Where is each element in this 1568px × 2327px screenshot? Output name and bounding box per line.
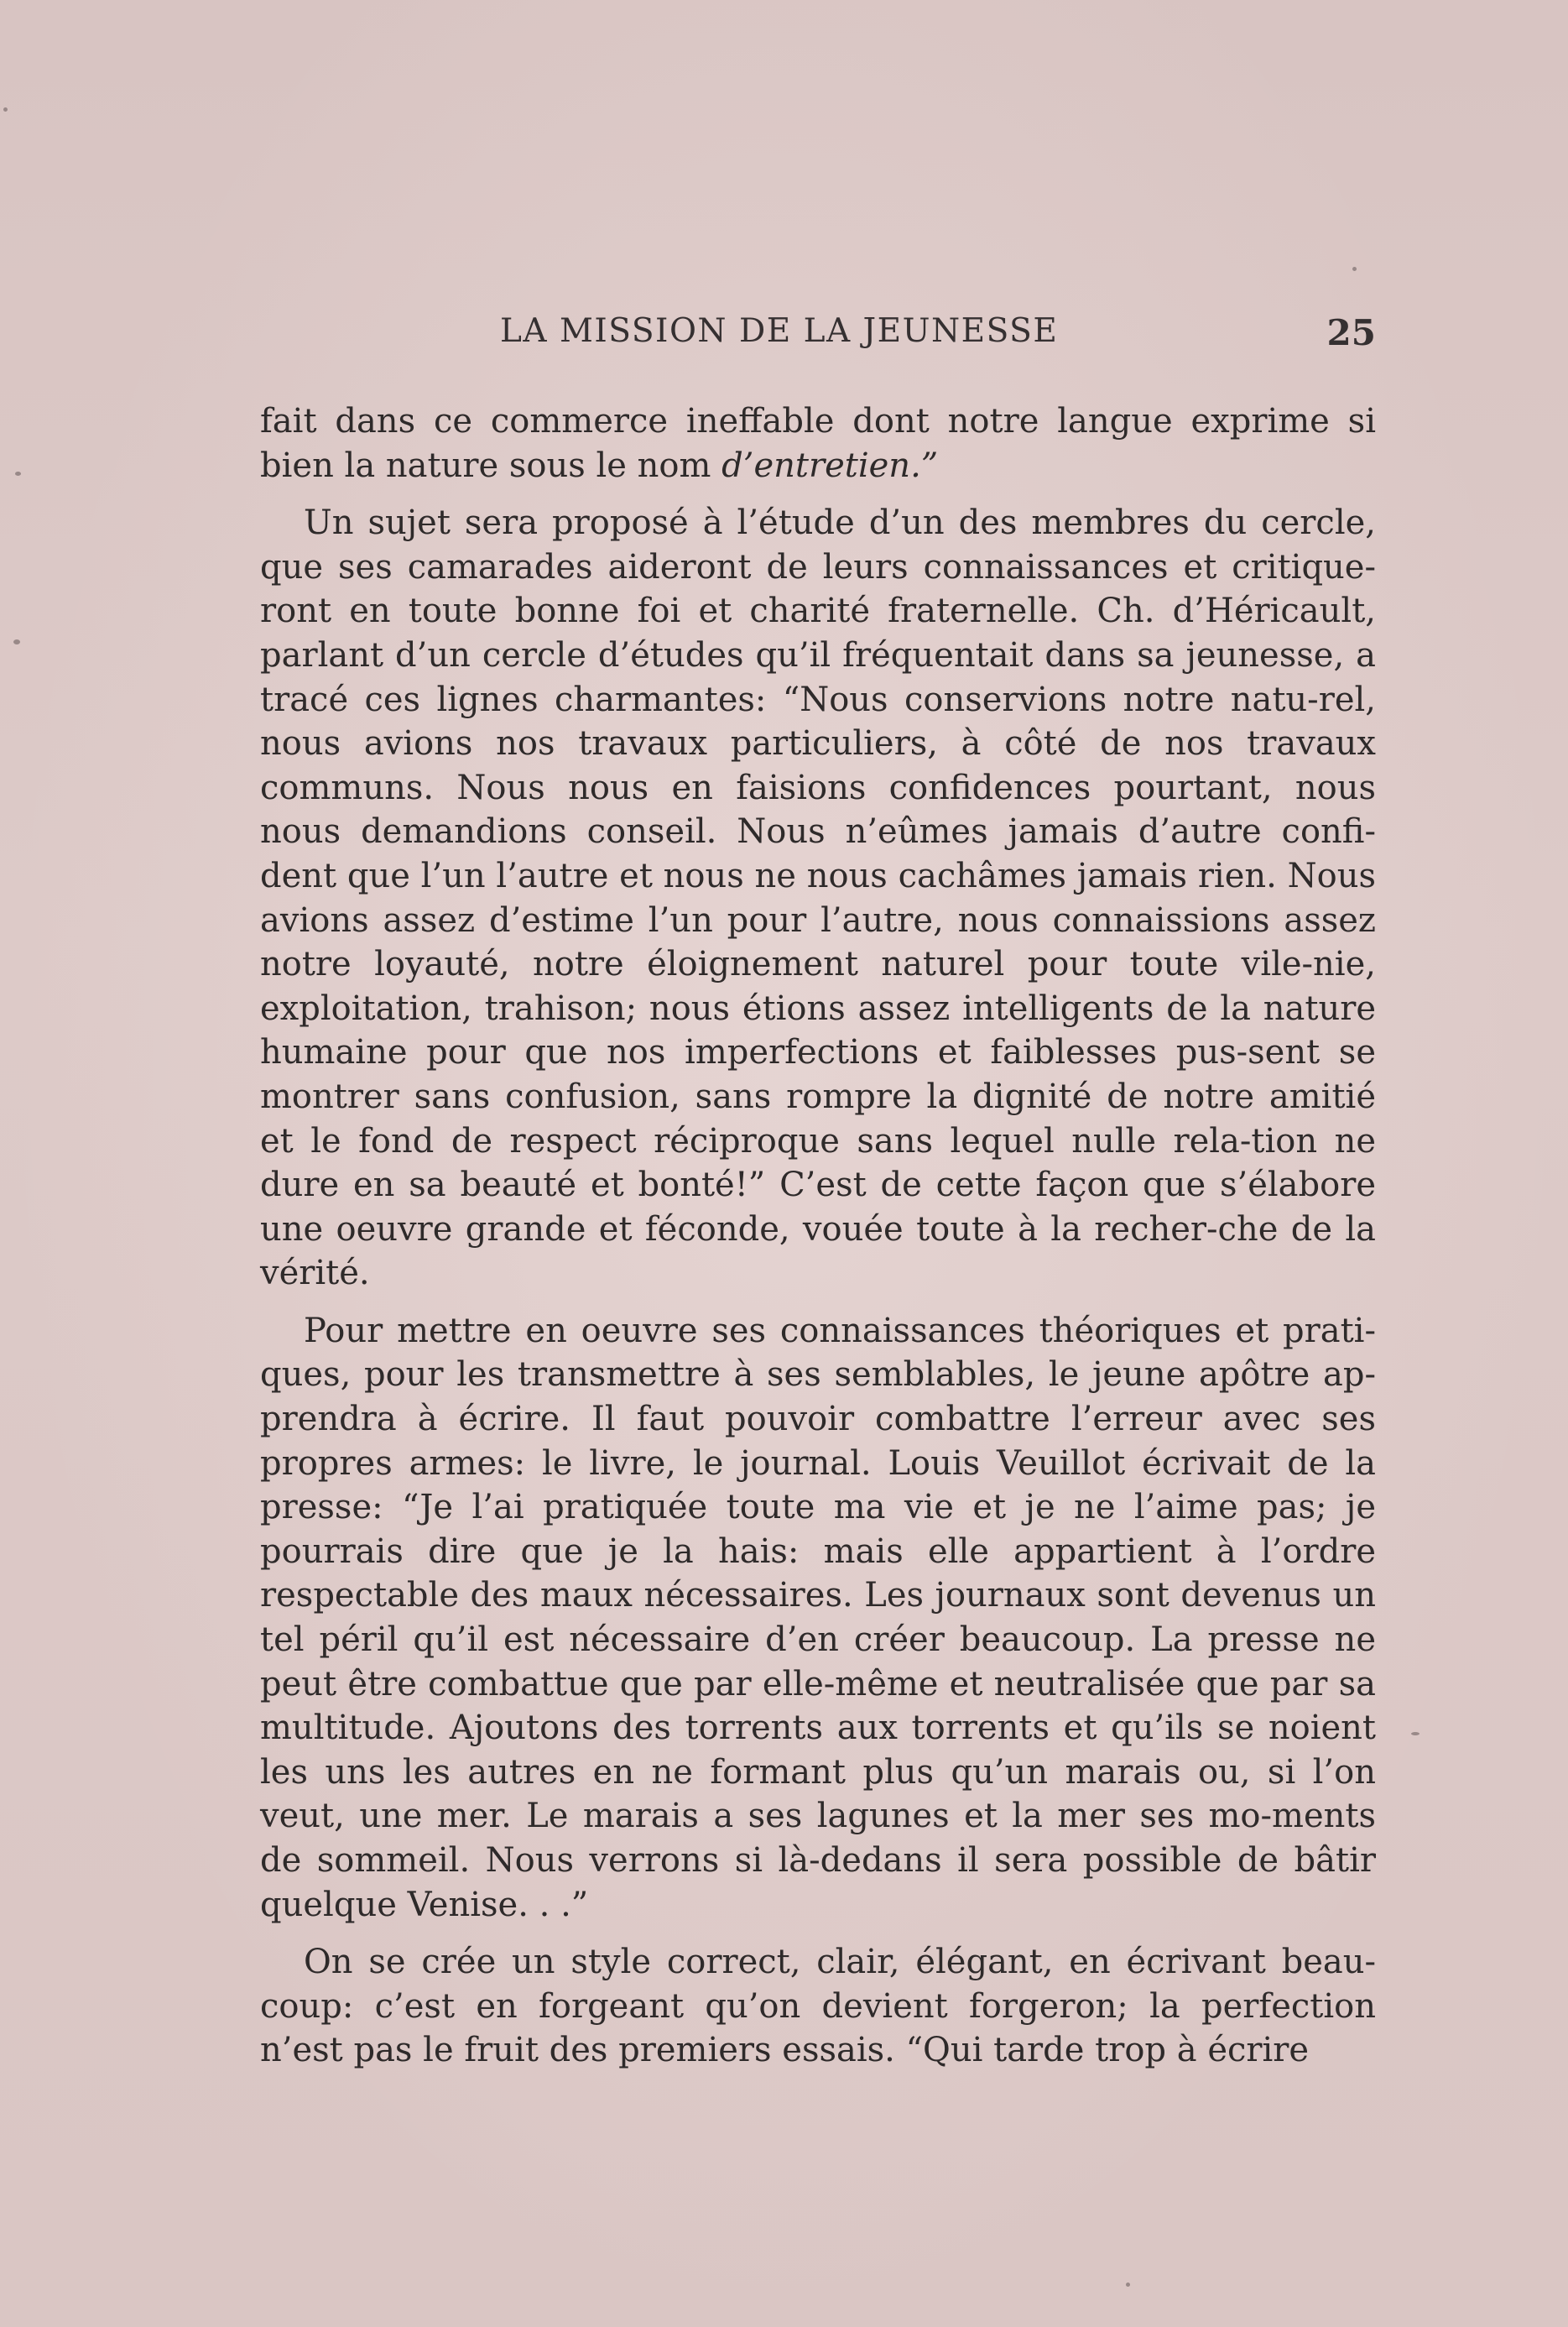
paragraph-1-line-2: bien la nature sous le nom — [260, 446, 722, 485]
paragraph-3: Pour mettre en oeuvre ses connaissances théoriques et prati-ques, pour les transmettre à ses semblables, le jeune apôtre ap-prendra à écrire. Il faut pouvoir combattre l’erreur avec ses propres armes: le livre, le journal. Louis Veuillot écrivait de la presse: “Je l’ai pratiquée toute ma vie et je ne l’aime pas; je pourrais dire que je la hais: mais elle appartient à l’ordre respectable des maux nécessaires. Les journaux sont devenus un tel péril qu’il est nécessaire d’en créer beaucoup. La presse ne peut être combattue que par elle-même et neutralisée que par sa multitude. Ajoutons des torrents aux torrents et qu’ils se noient les uns les autres en ne formant plus qu’un marais ou, si l’on veut, une mer. Le marais a ses lagunes et la mer ses mo-ments de sommeil. Nous verrons si là-dedans il sera possible de bâtir quelque Venise. . .” — [260, 1311, 1376, 1924]
paper-speck — [1352, 267, 1357, 271]
body-text — [260, 399, 1376, 2073]
paragraph-4: On se crée un style correct, clair, élégant, en écrivant beau-coup: c’est en forgeant qu’on devient forgeron; la perfection n’est pas le fruit des premiers essais. “Qui tarde trop à écrire — [260, 1943, 1376, 2070]
paper-speck — [15, 472, 21, 476]
page-header — [260, 312, 1376, 363]
paper-speck — [1126, 2283, 1130, 2287]
paper-speck — [13, 639, 20, 644]
running-title: LA MISSION DE LA JEUNESSE — [500, 312, 1059, 350]
paper-speck — [3, 107, 8, 112]
paragraph-2: Un sujet sera proposé à l’étude d’un des membres du cercle, que ses camarades aideront de leurs connaissances et critique-ront en toute bonne foi et charité fraternelle. Ch. d’Héricault, parlant d’un cercle d’études qu’il fréquentait dans sa jeunesse, a tracé ces lignes charmantes: “Nous conservions notre natu-rel, nous avions nos travaux particuliers, à côté de nos travaux communs. Nous nous en faisions confidences pourtant, nous nous demandions conseil. Nous n’eûmes jamais d’autre confi-dent que l’un l’autre et nous ne nous cachâmes jamais rien. Nous avions assez d’estime l’un pour l’autre, nous connaissions assez notre loyauté, notre éloignement naturel pour toute vile-nie, exploitation, trahison; nous étions assez intelligents de la nature humaine pour que nos imperfections et faiblesses pus-sent se montrer sans confusion, sans rompre la dignité de notre amitié et le fond de respect réciproque sans lequel nulle rela-tion ne dure en sa beauté et bonté!” C’est de cette façon que s’élabore une oeuvre grande et féconde, vouée toute à la recher-che de la vérité. — [260, 503, 1376, 1293]
paragraph-1-italic-term: d’entretien.” — [721, 446, 939, 485]
page-number: 25 — [1326, 312, 1376, 353]
paper-speck — [1411, 1732, 1420, 1735]
paragraph-1 — [260, 399, 1376, 488]
paragraph-1-line-1: fait dans ce commerce ineffable dont notre langue exprime si — [260, 402, 1376, 441]
